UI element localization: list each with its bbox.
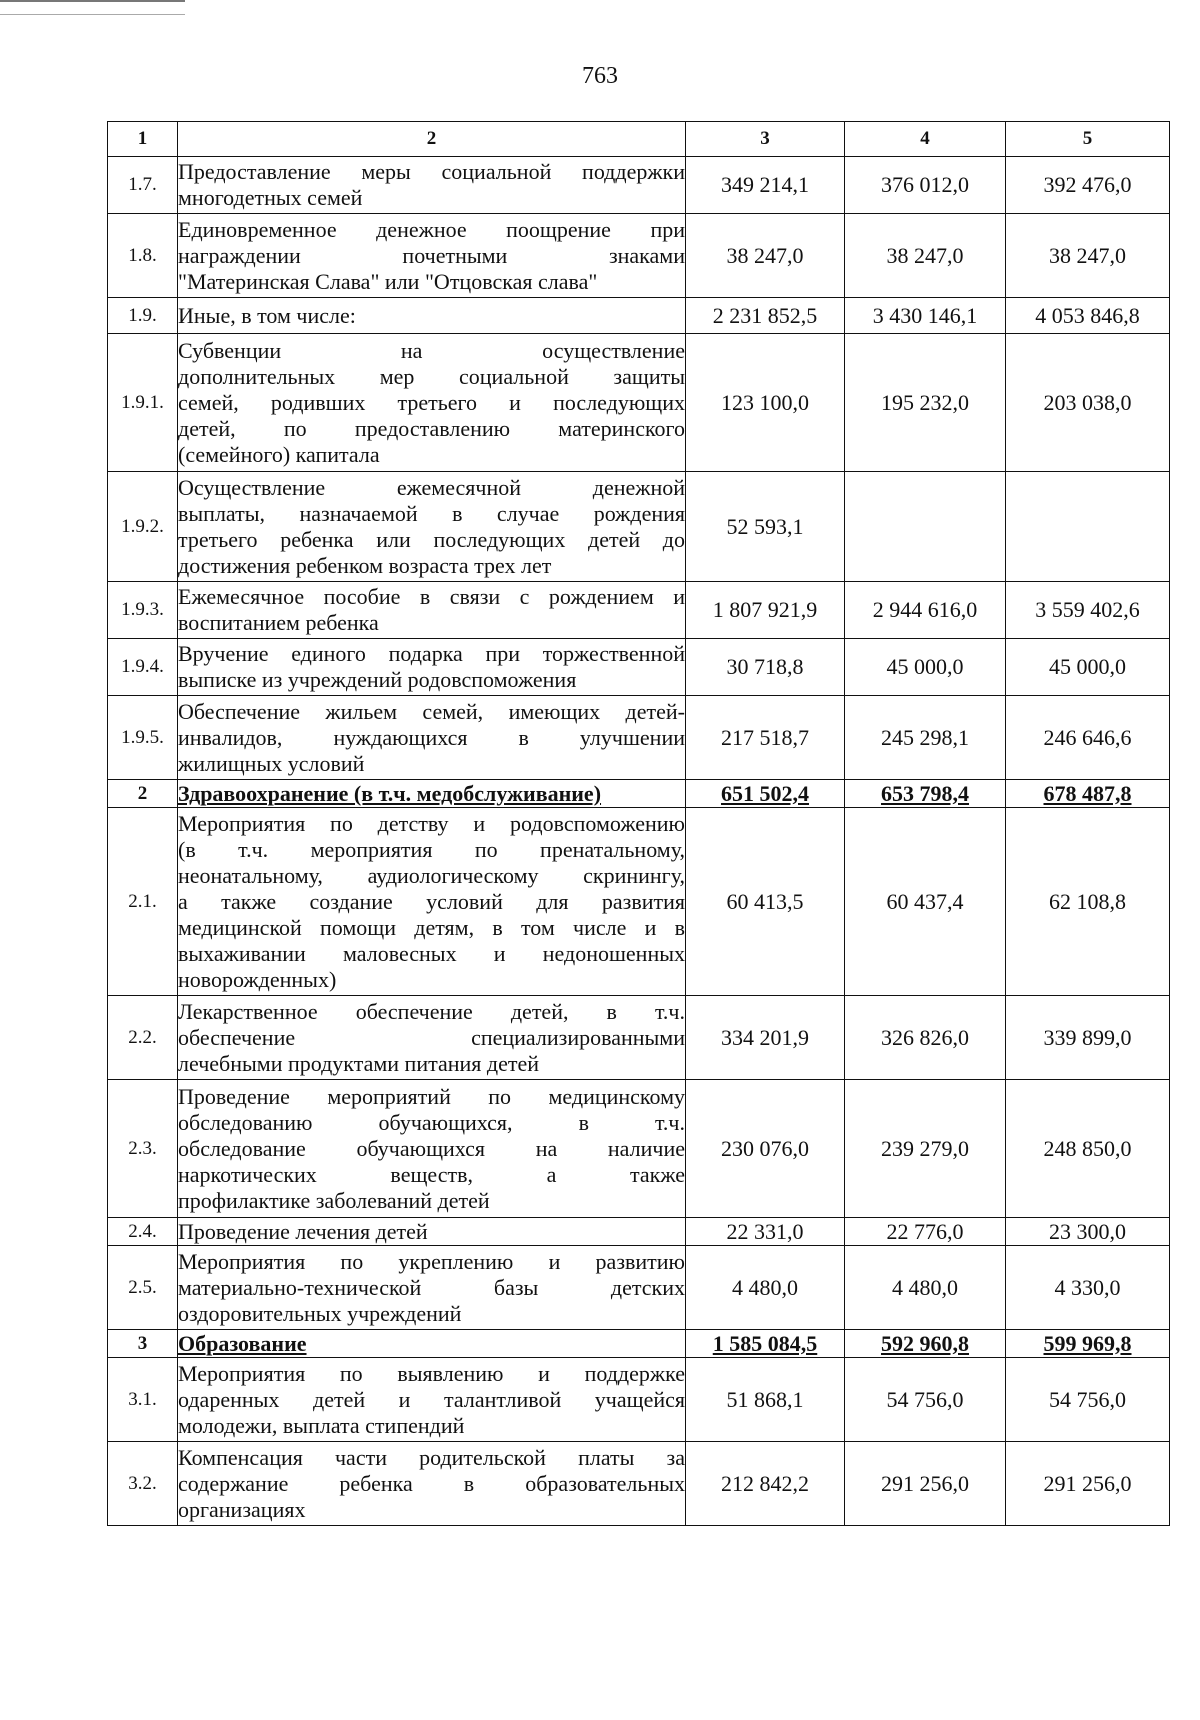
description-line: Предоставление меры социальной поддержки: [178, 159, 685, 184]
row-description: [178, 696, 686, 780]
description-line: Ежемесячное пособие в связи с рождением и: [178, 584, 685, 609]
table-row: [108, 1330, 1170, 1358]
row-description: [178, 214, 686, 298]
row-value-year-2: 376 012,0: [845, 157, 1006, 214]
row-value-year-2: [845, 472, 1006, 582]
description-line: дополнительных мер социальной защиты: [178, 363, 685, 389]
row-value-year-2: 195 232,0: [845, 334, 1006, 472]
row-value-year-2: 2 944 616,0: [845, 582, 1006, 639]
description-line: обследованию обучающихся, в т.ч.: [178, 1109, 685, 1135]
row-code: 1.9.2.: [108, 472, 178, 582]
row-value-year-1: 30 718,8: [686, 639, 845, 696]
row-value-year-2: 239 279,0: [845, 1080, 1006, 1218]
row-value-year-3: 62 108,8: [1006, 808, 1170, 996]
description-line: наркотических веществ, а также: [178, 1161, 685, 1187]
row-description: [178, 157, 686, 214]
row-code: 1.9.4.: [108, 639, 178, 696]
description-line: организациях: [178, 1496, 306, 1522]
row-value-year-2: 3 430 146,1: [845, 298, 1006, 334]
description-line: молодежи, выплата стипендий: [178, 1412, 465, 1438]
row-value-year-2: 22 776,0: [845, 1218, 1006, 1246]
row-description: [178, 1358, 686, 1442]
row-value-year-2: 592 960,8: [845, 1330, 1006, 1358]
row-code: 2.5.: [108, 1246, 178, 1330]
row-description: [178, 639, 686, 696]
description-line: третьего ребенка или последующих детей до: [178, 526, 685, 552]
row-value-year-1: 52 593,1: [686, 472, 845, 582]
row-value-year-3: 54 756,0: [1006, 1358, 1170, 1442]
description-line: оздоровительных учреждений: [178, 1300, 462, 1326]
description-line: выплаты, назначаемой в случае рождения: [178, 500, 685, 526]
row-value-year-3: 392 476,0: [1006, 157, 1170, 214]
row-code: 2: [108, 780, 178, 808]
description-line: достижения ребенком возраста трех лет: [178, 552, 552, 578]
description-line: Субвенции на осуществление: [178, 337, 685, 363]
description-line: Мероприятия по детству и родовспоможению: [178, 810, 685, 836]
row-code: 1.9.5.: [108, 696, 178, 780]
row-value-year-2: 326 826,0: [845, 996, 1006, 1080]
row-value-year-1: 22 331,0: [686, 1218, 845, 1246]
row-code: 2.3.: [108, 1080, 178, 1218]
table-row: [108, 1246, 1170, 1330]
row-description: [178, 808, 686, 996]
row-value-year-1: 212 842,2: [686, 1442, 845, 1526]
description-line: обследование обучающихся на наличие: [178, 1135, 685, 1161]
description-line: профилактике заболеваний детей: [178, 1187, 490, 1213]
row-value-year-1: 1 807 921,9: [686, 582, 845, 639]
description-line: выписке из учреждений родовспоможения: [178, 667, 577, 692]
column-header-2: 2: [178, 122, 686, 157]
description-line: инвалидов, нуждающихся в улучшении: [178, 724, 685, 750]
row-description: [178, 996, 686, 1080]
row-value-year-1: 123 100,0: [686, 334, 845, 472]
row-code: 3.2.: [108, 1442, 178, 1526]
row-description: [178, 1330, 686, 1358]
description-line: обеспечение специализированными: [178, 1024, 685, 1050]
description-line: семей, родивших третьего и последующих: [178, 389, 685, 415]
row-value-year-3: 4 053 846,8: [1006, 298, 1170, 334]
table-row: [108, 696, 1170, 780]
row-description: [178, 1218, 686, 1246]
description-line: награждении почетными знаками: [178, 242, 685, 268]
row-value-year-2: 4 480,0: [845, 1246, 1006, 1330]
description-line: одаренных детей и талантливой учащейся: [178, 1386, 685, 1412]
description-line: (семейного) капитала: [178, 441, 380, 467]
row-value-year-3: 599 969,8: [1006, 1330, 1170, 1358]
description-line: Мероприятия по укреплению и развитию: [178, 1248, 685, 1274]
row-value-year-3: 4 330,0: [1006, 1246, 1170, 1330]
row-value-year-1: 217 518,7: [686, 696, 845, 780]
row-value-year-3: 38 247,0: [1006, 214, 1170, 298]
description-line: "Материнская Слава" или "Отцовская слава": [178, 268, 598, 294]
row-code: 2.4.: [108, 1218, 178, 1246]
row-code: 3: [108, 1330, 178, 1358]
page-number: 763: [582, 63, 618, 89]
description-line: Единовременное денежное поощрение при: [178, 216, 685, 242]
row-value-year-3: 45 000,0: [1006, 639, 1170, 696]
table-row: [108, 1358, 1170, 1442]
description-line: содержание ребенка в образовательных: [178, 1470, 685, 1496]
row-description: [178, 1442, 686, 1526]
row-value-year-3: 291 256,0: [1006, 1442, 1170, 1526]
column-header-1: 1: [108, 122, 178, 157]
description-line: многодетных семей: [178, 185, 363, 210]
description-line: Осуществление ежемесячной денежной: [178, 474, 685, 500]
row-value-year-2: 54 756,0: [845, 1358, 1006, 1442]
description-line: лечебными продуктами питания детей: [178, 1050, 540, 1076]
row-value-year-3: 3 559 402,6: [1006, 582, 1170, 639]
table-row: [108, 582, 1170, 639]
row-value-year-2: 60 437,4: [845, 808, 1006, 996]
row-value-year-1: 651 502,4: [686, 780, 845, 808]
row-description: [178, 298, 686, 334]
row-value-year-3: 246 646,6: [1006, 696, 1170, 780]
row-value-year-3: 248 850,0: [1006, 1080, 1170, 1218]
row-value-year-1: 1 585 084,5: [686, 1330, 845, 1358]
table-row: [108, 1080, 1170, 1218]
row-value-year-1: 230 076,0: [686, 1080, 845, 1218]
row-value-year-3: 23 300,0: [1006, 1218, 1170, 1246]
description-line: Иные, в том числе:: [178, 302, 356, 328]
description-line: Компенсация части родительской платы за: [178, 1444, 685, 1470]
row-value-year-1: 2 231 852,5: [686, 298, 845, 334]
row-value-year-3: [1006, 472, 1170, 582]
row-value-year-2: 291 256,0: [845, 1442, 1006, 1526]
description-line: Лекарственное обеспечение детей, в т.ч.: [178, 998, 685, 1024]
row-value-year-1: 4 480,0: [686, 1246, 845, 1330]
corner-rule-secondary: [0, 14, 185, 15]
description-line: детей, по предоставлению материнского: [178, 415, 685, 441]
table-row: [108, 808, 1170, 996]
column-header-4: 4: [845, 122, 1006, 157]
row-value-year-1: 38 247,0: [686, 214, 845, 298]
row-code: 1.9.3.: [108, 582, 178, 639]
description-line: воспитанием ребенка: [178, 610, 379, 635]
description-line: материально-технической базы детских: [178, 1274, 685, 1300]
table-row: [108, 1442, 1170, 1526]
row-value-year-2: 45 000,0: [845, 639, 1006, 696]
table-row: [108, 996, 1170, 1080]
row-description: [178, 1246, 686, 1330]
column-header-5: 5: [1006, 122, 1170, 157]
description-line: Обеспечение жильем семей, имеющих детей-: [178, 698, 685, 724]
row-value-year-3: 678 487,8: [1006, 780, 1170, 808]
description-line: Здравоохранение (в т.ч. медобслуживание): [178, 780, 602, 806]
description-line: жилищных условий: [178, 750, 365, 776]
budget-table-body: [108, 122, 1170, 1526]
description-line: Мероприятия по выявлению и поддержке: [178, 1360, 685, 1386]
row-description: [178, 582, 686, 639]
description-line: (в т.ч. мероприятия по пренатальному,: [178, 836, 685, 862]
corner-rule: [0, 0, 185, 2]
table-row: [108, 780, 1170, 808]
description-line: Вручение единого подарка при торжественной: [178, 641, 685, 666]
description-line: новорожденных): [178, 966, 337, 992]
row-description: [178, 780, 686, 808]
table-row: [108, 334, 1170, 472]
table-row: [108, 472, 1170, 582]
description-line: Образование: [178, 1330, 307, 1356]
table-row: [108, 639, 1170, 696]
row-value-year-2: 38 247,0: [845, 214, 1006, 298]
row-code: 1.9.: [108, 298, 178, 334]
row-value-year-1: 60 413,5: [686, 808, 845, 996]
row-value-year-3: 203 038,0: [1006, 334, 1170, 472]
row-value-year-2: 653 798,4: [845, 780, 1006, 808]
row-code: 1.9.1.: [108, 334, 178, 472]
row-description: [178, 472, 686, 582]
table-row: [108, 214, 1170, 298]
table-row: [108, 298, 1170, 334]
row-value-year-2: 245 298,1: [845, 696, 1006, 780]
description-line: а также создание условий для развития: [178, 888, 685, 914]
row-value-year-1: 349 214,1: [686, 157, 845, 214]
description-line: Проведение мероприятий по медицинскому: [178, 1083, 685, 1109]
description-line: выхаживании маловесных и недоношенных: [178, 940, 685, 966]
row-value-year-1: 51 868,1: [686, 1358, 845, 1442]
description-line: медицинской помощи детям, в том числе и в: [178, 914, 685, 940]
table-header-row: [108, 122, 1170, 157]
row-code: 1.8.: [108, 214, 178, 298]
table-row: [108, 1218, 1170, 1246]
row-code: 1.7.: [108, 157, 178, 214]
budget-table: [107, 121, 1170, 1526]
description-line: Проведение лечения детей: [178, 1218, 428, 1244]
table-row: [108, 157, 1170, 214]
description-line: неонатальному, аудиологическому скринингу,: [178, 862, 685, 888]
row-description: [178, 334, 686, 472]
column-header-3: 3: [686, 122, 845, 157]
row-code: 2.1.: [108, 808, 178, 996]
row-description: [178, 1080, 686, 1218]
row-value-year-1: 334 201,9: [686, 996, 845, 1080]
row-code: 2.2.: [108, 996, 178, 1080]
row-code: 3.1.: [108, 1358, 178, 1442]
row-value-year-3: 339 899,0: [1006, 996, 1170, 1080]
